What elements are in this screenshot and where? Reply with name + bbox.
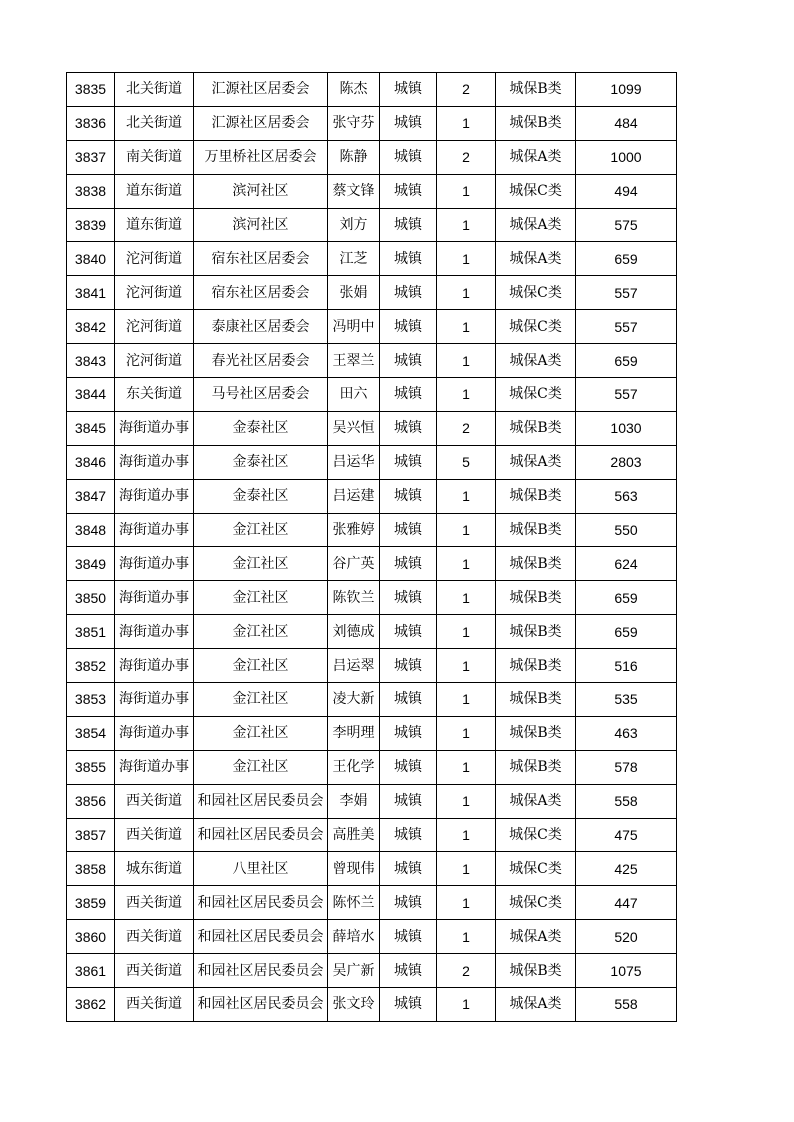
household-count-cell: 1 xyxy=(437,615,496,649)
street-cell: 西关街道 xyxy=(115,920,194,954)
table-row xyxy=(67,411,677,445)
amount-cell: 578 xyxy=(576,750,677,784)
street-cell: 西关街道 xyxy=(115,954,194,988)
household-count-cell: 1 xyxy=(437,513,496,547)
street-cell: 道东街道 xyxy=(115,174,194,208)
amount-cell: 550 xyxy=(576,513,677,547)
name-cell: 陈钦兰 xyxy=(328,581,380,615)
id-cell: 3838 xyxy=(67,174,115,208)
id-cell: 3851 xyxy=(67,615,115,649)
community-cell xyxy=(194,886,328,920)
id-cell: 3855 xyxy=(67,750,115,784)
table-row xyxy=(67,750,677,784)
area-cell: 城镇 xyxy=(380,886,437,920)
amount-cell: 624 xyxy=(576,547,677,581)
id-cell: 3859 xyxy=(67,886,115,920)
name-cell: 凌大新 xyxy=(328,683,380,717)
household-count-cell: 1 xyxy=(437,784,496,818)
amount-cell: 447 xyxy=(576,886,677,920)
amount-cell: 659 xyxy=(576,581,677,615)
table-row xyxy=(67,683,677,717)
category-cell: 城保A类 xyxy=(496,242,576,276)
household-count-cell: 2 xyxy=(437,411,496,445)
records-table-body xyxy=(67,73,677,1022)
community-cell xyxy=(194,920,328,954)
category-cell: 城保B类 xyxy=(496,954,576,988)
area-cell: 城镇 xyxy=(380,547,437,581)
amount-cell: 659 xyxy=(576,615,677,649)
amount-cell: 558 xyxy=(576,988,677,1022)
household-count-cell: 1 xyxy=(437,581,496,615)
category-cell: 城保C类 xyxy=(496,378,576,412)
household-count-cell: 1 xyxy=(437,852,496,886)
id-cell: 3846 xyxy=(67,445,115,479)
area-cell: 城镇 xyxy=(380,73,437,107)
area-cell: 城镇 xyxy=(380,513,437,547)
household-count-cell: 1 xyxy=(437,716,496,750)
name-cell: 王化学 xyxy=(328,750,380,784)
name-cell: 吴兴恒 xyxy=(328,411,380,445)
community-cell: 金泰社区 xyxy=(194,411,328,445)
table-row xyxy=(67,73,677,107)
community-cell-text: 和园社区居民委员会 xyxy=(197,793,324,810)
household-count-cell: 1 xyxy=(437,174,496,208)
street-cell-text: 海街道办事 xyxy=(119,691,189,708)
community-cell: 滨河社区 xyxy=(194,174,328,208)
street-cell: 沱河街道 xyxy=(115,276,194,310)
area-cell: 城镇 xyxy=(380,683,437,717)
id-cell: 3839 xyxy=(67,208,115,242)
community-cell: 泰康社区居委会 xyxy=(194,310,328,344)
community-cell-text: 和园社区居民委员会 xyxy=(197,894,324,911)
area-cell: 城镇 xyxy=(380,716,437,750)
table-row xyxy=(67,547,677,581)
community-cell: 金江社区 xyxy=(194,683,328,717)
street-cell: 沱河街道 xyxy=(115,242,194,276)
community-cell: 万里桥社区居委会 xyxy=(194,140,328,174)
area-cell: 城镇 xyxy=(380,208,437,242)
area-cell: 城镇 xyxy=(380,106,437,140)
amount-cell: 557 xyxy=(576,378,677,412)
category-cell: 城保C类 xyxy=(496,852,576,886)
name-cell: 吴广新 xyxy=(328,954,380,988)
name-cell: 陈怀兰 xyxy=(328,886,380,920)
street-cell: 北关街道 xyxy=(115,73,194,107)
table-row xyxy=(67,615,677,649)
street-cell xyxy=(115,683,194,717)
area-cell: 城镇 xyxy=(380,615,437,649)
community-cell-text: 和园社区居民委员会 xyxy=(197,827,324,844)
street-cell: 西关街道 xyxy=(115,988,194,1022)
table-row xyxy=(67,106,677,140)
amount-cell: 1099 xyxy=(576,73,677,107)
amount-cell: 557 xyxy=(576,276,677,310)
area-cell: 城镇 xyxy=(380,344,437,378)
household-count-cell: 1 xyxy=(437,750,496,784)
category-cell: 城保A类 xyxy=(496,784,576,818)
name-cell: 陈杰 xyxy=(328,73,380,107)
amount-cell: 484 xyxy=(576,106,677,140)
category-cell: 城保B类 xyxy=(496,750,576,784)
name-cell: 吕运建 xyxy=(328,479,380,513)
id-cell: 3841 xyxy=(67,276,115,310)
street-cell-text: 海街道办事 xyxy=(119,488,189,505)
household-count-cell: 2 xyxy=(437,954,496,988)
street-cell: 西关街道 xyxy=(115,818,194,852)
household-count-cell: 1 xyxy=(437,242,496,276)
household-count-cell: 1 xyxy=(437,310,496,344)
household-count-cell: 1 xyxy=(437,683,496,717)
community-cell xyxy=(194,784,328,818)
category-cell: 城保B类 xyxy=(496,73,576,107)
table-row xyxy=(67,513,677,547)
community-cell: 滨河社区 xyxy=(194,208,328,242)
street-cell xyxy=(115,716,194,750)
household-count-cell: 1 xyxy=(437,649,496,683)
table-row xyxy=(67,479,677,513)
community-cell: 金江社区 xyxy=(194,649,328,683)
area-cell: 城镇 xyxy=(380,852,437,886)
street-cell: 沱河街道 xyxy=(115,344,194,378)
amount-cell: 494 xyxy=(576,174,677,208)
area-cell: 城镇 xyxy=(380,479,437,513)
category-cell: 城保B类 xyxy=(496,649,576,683)
category-cell: 城保A类 xyxy=(496,920,576,954)
name-cell: 田六 xyxy=(328,378,380,412)
name-cell: 陈静 xyxy=(328,140,380,174)
table-row xyxy=(67,140,677,174)
household-count-cell: 1 xyxy=(437,208,496,242)
name-cell: 吕运翠 xyxy=(328,649,380,683)
amount-cell: 1030 xyxy=(576,411,677,445)
street-cell-text: 海街道办事 xyxy=(119,725,189,742)
amount-cell: 557 xyxy=(576,310,677,344)
community-cell: 金江社区 xyxy=(194,547,328,581)
category-cell: 城保B类 xyxy=(496,547,576,581)
id-cell: 3861 xyxy=(67,954,115,988)
street-cell xyxy=(115,445,194,479)
id-cell: 3847 xyxy=(67,479,115,513)
community-cell xyxy=(194,988,328,1022)
street-cell xyxy=(115,479,194,513)
street-cell: 南关街道 xyxy=(115,140,194,174)
household-count-cell: 1 xyxy=(437,886,496,920)
street-cell: 城东街道 xyxy=(115,852,194,886)
household-count-cell: 1 xyxy=(437,818,496,852)
id-cell: 3856 xyxy=(67,784,115,818)
id-cell: 3849 xyxy=(67,547,115,581)
household-count-cell: 1 xyxy=(437,479,496,513)
amount-cell: 463 xyxy=(576,716,677,750)
community-cell: 金泰社区 xyxy=(194,445,328,479)
table-row xyxy=(67,886,677,920)
name-cell: 张守芬 xyxy=(328,106,380,140)
table-row xyxy=(67,310,677,344)
id-cell: 3860 xyxy=(67,920,115,954)
street-cell: 西关街道 xyxy=(115,886,194,920)
community-cell: 八里社区 xyxy=(194,852,328,886)
category-cell: 城保C类 xyxy=(496,174,576,208)
table-row xyxy=(67,174,677,208)
street-cell: 沱河街道 xyxy=(115,310,194,344)
records-table xyxy=(66,72,677,1022)
id-cell: 3858 xyxy=(67,852,115,886)
id-cell: 3862 xyxy=(67,988,115,1022)
name-cell: 王翠兰 xyxy=(328,344,380,378)
area-cell: 城镇 xyxy=(380,174,437,208)
community-cell-text: 和园社区居民委员会 xyxy=(197,928,324,945)
area-cell: 城镇 xyxy=(380,411,437,445)
street-cell: 西关街道 xyxy=(115,784,194,818)
category-cell: 城保C类 xyxy=(496,886,576,920)
community-cell: 金江社区 xyxy=(194,716,328,750)
street-cell xyxy=(115,513,194,547)
category-cell: 城保B类 xyxy=(496,106,576,140)
community-cell-text: 和园社区居民委员会 xyxy=(197,996,324,1013)
id-cell: 3850 xyxy=(67,581,115,615)
table-row xyxy=(67,852,677,886)
table-row xyxy=(67,818,677,852)
category-cell: 城保B类 xyxy=(496,411,576,445)
community-cell: 春光社区居委会 xyxy=(194,344,328,378)
name-cell: 张雅婷 xyxy=(328,513,380,547)
category-cell: 城保B类 xyxy=(496,513,576,547)
id-cell: 3857 xyxy=(67,818,115,852)
amount-cell: 535 xyxy=(576,683,677,717)
category-cell: 城保A类 xyxy=(496,344,576,378)
area-cell: 城镇 xyxy=(380,378,437,412)
community-cell: 金江社区 xyxy=(194,750,328,784)
street-cell xyxy=(115,411,194,445)
community-cell: 金江社区 xyxy=(194,615,328,649)
name-cell: 张文玲 xyxy=(328,988,380,1022)
table-row xyxy=(67,649,677,683)
amount-cell: 516 xyxy=(576,649,677,683)
category-cell: 城保B类 xyxy=(496,683,576,717)
category-cell: 城保A类 xyxy=(496,988,576,1022)
street-cell-text: 海街道办事 xyxy=(119,759,189,776)
community-cell: 金江社区 xyxy=(194,581,328,615)
street-cell-text: 海街道办事 xyxy=(119,589,189,606)
area-cell: 城镇 xyxy=(380,784,437,818)
community-cell: 汇源社区居委会 xyxy=(194,73,328,107)
table-row xyxy=(67,716,677,750)
area-cell: 城镇 xyxy=(380,920,437,954)
area-cell: 城镇 xyxy=(380,242,437,276)
category-cell: 城保B类 xyxy=(496,581,576,615)
category-cell: 城保B类 xyxy=(496,479,576,513)
table-row xyxy=(67,276,677,310)
street-cell xyxy=(115,649,194,683)
table-row xyxy=(67,920,677,954)
table-row xyxy=(67,242,677,276)
street-cell-text: 海街道办事 xyxy=(119,454,189,471)
amount-cell: 475 xyxy=(576,818,677,852)
community-cell xyxy=(194,818,328,852)
amount-cell: 575 xyxy=(576,208,677,242)
area-cell: 城镇 xyxy=(380,988,437,1022)
id-cell: 3852 xyxy=(67,649,115,683)
id-cell: 3840 xyxy=(67,242,115,276)
name-cell: 薛培水 xyxy=(328,920,380,954)
community-cell-text: 和园社区居民委员会 xyxy=(197,962,324,979)
amount-cell: 1075 xyxy=(576,954,677,988)
category-cell: 城保C类 xyxy=(496,818,576,852)
household-count-cell: 1 xyxy=(437,276,496,310)
street-cell-text: 海街道办事 xyxy=(119,420,189,437)
street-cell: 道东街道 xyxy=(115,208,194,242)
name-cell: 冯明中 xyxy=(328,310,380,344)
street-cell-text: 海街道办事 xyxy=(119,657,189,674)
id-cell: 3844 xyxy=(67,378,115,412)
id-cell: 3842 xyxy=(67,310,115,344)
category-cell: 城保B类 xyxy=(496,615,576,649)
name-cell: 江芝 xyxy=(328,242,380,276)
street-cell xyxy=(115,581,194,615)
amount-cell: 659 xyxy=(576,344,677,378)
amount-cell: 520 xyxy=(576,920,677,954)
household-count-cell: 1 xyxy=(437,106,496,140)
table-row xyxy=(67,208,677,242)
street-cell: 北关街道 xyxy=(115,106,194,140)
street-cell xyxy=(115,547,194,581)
id-cell: 3853 xyxy=(67,683,115,717)
amount-cell: 558 xyxy=(576,784,677,818)
category-cell: 城保A类 xyxy=(496,208,576,242)
name-cell: 李明理 xyxy=(328,716,380,750)
household-count-cell: 1 xyxy=(437,547,496,581)
household-count-cell: 1 xyxy=(437,988,496,1022)
area-cell: 城镇 xyxy=(380,276,437,310)
name-cell: 李娟 xyxy=(328,784,380,818)
name-cell: 张娟 xyxy=(328,276,380,310)
street-cell xyxy=(115,750,194,784)
area-cell: 城镇 xyxy=(380,649,437,683)
amount-cell: 1000 xyxy=(576,140,677,174)
street-cell: 东关街道 xyxy=(115,378,194,412)
household-count-cell: 2 xyxy=(437,140,496,174)
table-row xyxy=(67,988,677,1022)
table-row xyxy=(67,445,677,479)
name-cell: 刘方 xyxy=(328,208,380,242)
community-cell: 宿东社区居委会 xyxy=(194,242,328,276)
street-cell-text: 海街道办事 xyxy=(119,555,189,572)
amount-cell: 563 xyxy=(576,479,677,513)
area-cell: 城镇 xyxy=(380,818,437,852)
table-row xyxy=(67,954,677,988)
id-cell: 3848 xyxy=(67,513,115,547)
category-cell: 城保B类 xyxy=(496,716,576,750)
category-cell: 城保A类 xyxy=(496,140,576,174)
category-cell: 城保C类 xyxy=(496,310,576,344)
street-cell-text: 海街道办事 xyxy=(119,623,189,640)
category-cell: 城保A类 xyxy=(496,445,576,479)
name-cell: 吕运华 xyxy=(328,445,380,479)
id-cell: 3835 xyxy=(67,73,115,107)
community-cell: 马号社区居委会 xyxy=(194,378,328,412)
amount-cell: 425 xyxy=(576,852,677,886)
community-cell: 金泰社区 xyxy=(194,479,328,513)
table-row xyxy=(67,784,677,818)
area-cell: 城镇 xyxy=(380,140,437,174)
household-count-cell: 2 xyxy=(437,73,496,107)
area-cell: 城镇 xyxy=(380,310,437,344)
name-cell: 蔡文锋 xyxy=(328,174,380,208)
area-cell: 城镇 xyxy=(380,750,437,784)
id-cell: 3845 xyxy=(67,411,115,445)
table-row xyxy=(67,344,677,378)
household-count-cell: 1 xyxy=(437,920,496,954)
household-count-cell: 1 xyxy=(437,378,496,412)
community-cell xyxy=(194,954,328,988)
amount-cell: 659 xyxy=(576,242,677,276)
id-cell: 3836 xyxy=(67,106,115,140)
table-row xyxy=(67,378,677,412)
household-count-cell: 1 xyxy=(437,344,496,378)
name-cell: 谷广英 xyxy=(328,547,380,581)
name-cell: 刘德成 xyxy=(328,615,380,649)
category-cell: 城保C类 xyxy=(496,276,576,310)
table-row xyxy=(67,581,677,615)
community-cell: 汇源社区居委会 xyxy=(194,106,328,140)
name-cell: 曾现伟 xyxy=(328,852,380,886)
community-cell: 金江社区 xyxy=(194,513,328,547)
name-cell: 高胜美 xyxy=(328,818,380,852)
amount-cell: 2803 xyxy=(576,445,677,479)
street-cell-text: 海街道办事 xyxy=(119,522,189,539)
id-cell: 3854 xyxy=(67,716,115,750)
household-count-cell: 5 xyxy=(437,445,496,479)
community-cell: 宿东社区居委会 xyxy=(194,276,328,310)
area-cell: 城镇 xyxy=(380,954,437,988)
area-cell: 城镇 xyxy=(380,445,437,479)
area-cell: 城镇 xyxy=(380,581,437,615)
street-cell xyxy=(115,615,194,649)
id-cell: 3843 xyxy=(67,344,115,378)
id-cell: 3837 xyxy=(67,140,115,174)
